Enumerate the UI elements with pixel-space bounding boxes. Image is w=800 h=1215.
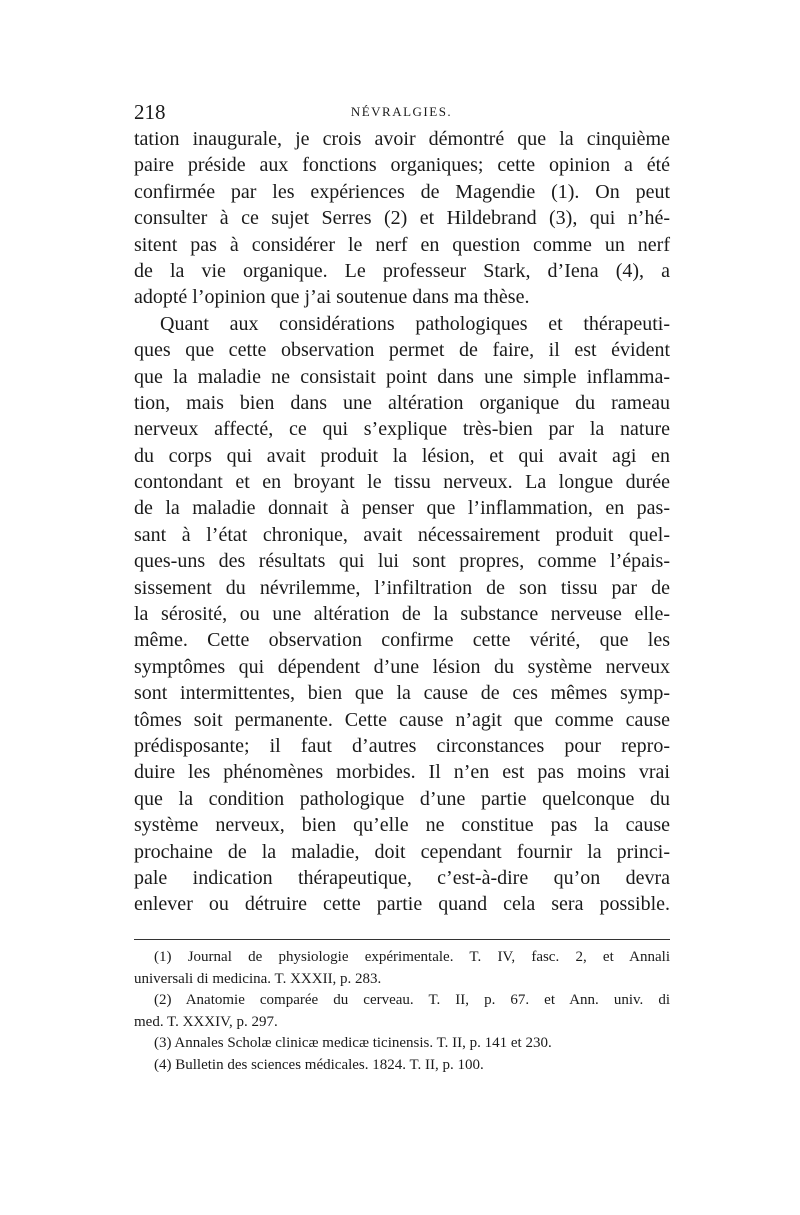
text-line: paire préside aux fonctions organiques; cette opinion a été [134,154,670,177]
text-line: sant à l’état chronique, avait nécessairement produit quel- [134,523,670,546]
text-line: tation inaugurale, je crois avoir démontré que la cinquième [134,128,670,150]
footnote-line: (2) Anatomie comparée du cerveau. T. II, p. 67. et Ann. univ. di [154,992,670,1008]
text-line: confirmée par les expériences de Magendie (1). On peut [134,180,670,203]
text-line: tion, mais bien dans une altération organique du rameau [134,391,670,414]
text-line: pale indication thérapeutique, c’est-à-dire qu’on devra [134,866,670,889]
footnote-line: (1) Journal de physiologie expérimentale. T. IV, fasc. 2, et Annali [154,949,670,965]
text-line: Quant aux considérations pathologiques et thérapeuti- [160,312,670,335]
text-line: sitent pas à considérer le nerf en question comme un nerf [134,233,670,256]
text-line: duire les phénomènes morbides. Il n’en est pas moins vrai [134,761,670,784]
text-line: adopté l’opinion que j’ai soutenue dans ma thèse. [134,286,530,309]
footnote-line: universali di medicina. T. XXXII, p. 283. [134,970,382,987]
page-number: 218 [134,100,166,124]
text-line: tômes soit permanente. Cette cause n’agit que comme cause [134,708,670,731]
footnote-line: med. T. XXXIV, p. 297. [134,1013,278,1030]
text-line: contondant et en broyant le tissu nerveux. La longue durée [134,471,670,494]
text-line: consulter à ce sujet Serres (2) et Hildebrand (3), qui n’hé- [134,207,670,230]
text-line: système nerveux, bien qu’elle ne constitue pas la cause [134,814,670,837]
text-line: que la maladie ne consistait point dans une simple inflamma- [134,365,670,388]
text-line: que la condition pathologique d’une partie quelconque du [134,787,670,810]
footnote-line: (4) Bulletin des sciences médicales. 1824. T. II, p. 100. [154,1056,484,1073]
text-line: même. Cette observation confirme cette vérité, que les [134,629,670,652]
text-line: ques-uns des résultats qui lui sont propres, comme l’épais- [134,550,670,573]
text-line: de la maladie donnait à penser que l’inflammation, en pas- [134,497,670,520]
text-line: la sérosité, ou une altération de la substance nerveuse elle- [134,603,670,626]
running-head: NÉVRALGIES. [350,104,453,119]
text-line: nerveux affecté, ce qui s’explique très-bien par la nature [134,418,670,441]
footnote-divider [134,939,670,940]
page-header [134,100,669,128]
footnotes [134,947,670,1076]
footnote-line: (3) Annales Scholæ clinicæ medicæ ticinensis. T. II, p. 141 et 230. [154,1035,552,1051]
text-line: de la vie organique. Le professeur Stark, d’Iena (4), a [134,259,670,282]
text-line: enlever ou détruire cette partie quand cela sera possible. [134,893,670,916]
text-line: du corps qui avait produit la lésion, et qui avait agi en [134,444,670,467]
text-line: sissement du névrilemme, l’infiltration de son tissu par de [134,576,670,599]
text-line: prochaine de la maladie, doit cependant fournir la princi- [134,840,670,863]
text-line: sont intermittentes, bien que la cause de ces mêmes symp- [134,682,670,705]
text-line: symptômes qui dépendent d’une lésion du système nerveux [134,655,670,678]
body-text [134,126,670,918]
text-line: ques que cette observation permet de faire, il est évident [134,339,670,362]
text-line: prédisposante; il faut d’autres circonstances pour repro- [134,734,670,757]
